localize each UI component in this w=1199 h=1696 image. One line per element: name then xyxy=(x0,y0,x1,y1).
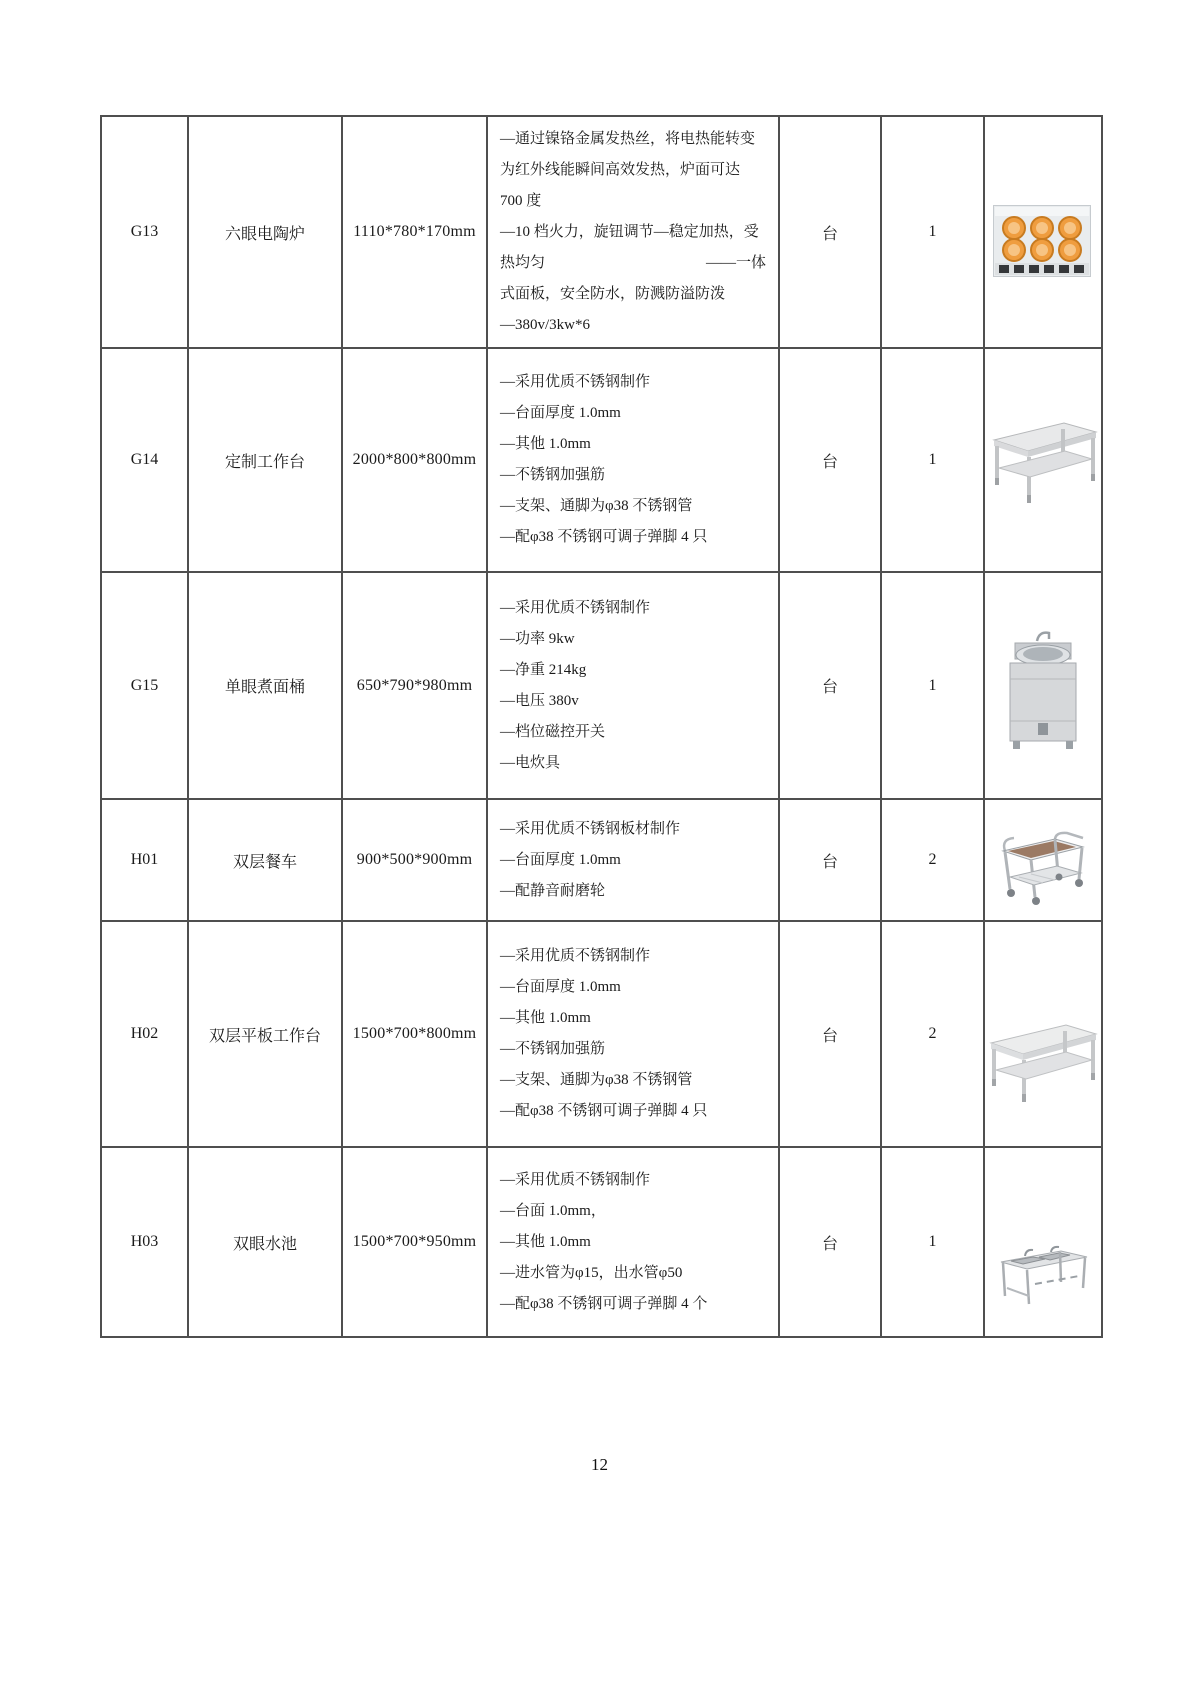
dimensions-cell: 650*790*980mm xyxy=(342,572,487,799)
item-name-cell: 定制工作台 xyxy=(188,348,342,572)
item-code-cell: H02 xyxy=(101,921,188,1147)
description-line: —功率 9kw xyxy=(500,630,575,647)
dimensions-cell: 900*500*900mm xyxy=(342,799,487,921)
description-line: —采用优质不锈钢制作 xyxy=(500,1171,651,1188)
worktable-image xyxy=(988,418,1100,506)
description-line: —配φ38 不锈钢可调子弹脚 4 只 xyxy=(500,1103,708,1119)
dimensions-cell: 1110*780*170mm xyxy=(342,116,487,348)
product-image-cell xyxy=(984,572,1102,799)
description-line: —采用优质不锈钢板材制作 xyxy=(500,820,681,837)
description-cell xyxy=(487,1147,779,1337)
item-name-cell: 双层餐车 xyxy=(188,799,342,921)
description-line: —采用优质不锈钢制作 xyxy=(500,599,651,616)
unit-cell: 台 xyxy=(779,921,881,1147)
quantity-cell: 1 xyxy=(881,572,984,799)
description-line: —电炊具 xyxy=(500,754,561,771)
product-image-cell xyxy=(984,1147,1102,1337)
table-row xyxy=(101,1147,1102,1337)
noodle-boiler-image xyxy=(1003,625,1083,757)
dimensions-cell: 2000*800*800mm xyxy=(342,348,487,572)
flat-worktable-image xyxy=(986,1019,1100,1105)
product-image-cell xyxy=(984,799,1102,921)
product-image-cell xyxy=(984,116,1102,348)
description-line: —配静音耐磨轮 xyxy=(500,882,606,899)
description-line: —其他 1.0mm xyxy=(500,436,591,452)
dimensions-cell: 1500*700*800mm xyxy=(342,921,487,1147)
double-sink-image xyxy=(995,1244,1091,1310)
description-line: —采用优质不锈钢制作 xyxy=(500,374,651,390)
item-code-cell: H01 xyxy=(101,799,188,921)
description-line: —不锈钢加强筋 xyxy=(500,467,606,483)
description-line: —不锈钢加强筋 xyxy=(500,1041,606,1057)
description-line: —380v/3kw*6 xyxy=(500,316,590,333)
description-line: —支架、通脚为φ38 不锈钢管 xyxy=(500,1072,693,1088)
description-line: —台面厚度 1.0mm xyxy=(500,979,621,995)
table-row xyxy=(101,348,1102,572)
unit-cell: 台 xyxy=(779,799,881,921)
description-cell xyxy=(487,116,779,348)
item-name-cell: 单眼煮面桶 xyxy=(188,572,342,799)
description-line: 700 度 xyxy=(500,192,542,209)
description-cell xyxy=(487,348,779,572)
description-line: —净重 214kg xyxy=(500,661,587,678)
quantity-cell: 1 xyxy=(881,1147,984,1337)
item-name-cell: 六眼电陶炉 xyxy=(188,116,342,348)
service-cart-image xyxy=(997,831,1089,907)
dimensions-cell: 1500*700*950mm xyxy=(342,1147,487,1337)
description-line: —采用优质不锈钢制作 xyxy=(500,948,651,964)
description-line-left: 热均匀 xyxy=(500,254,546,271)
description-line xyxy=(500,248,766,279)
quantity-cell: 2 xyxy=(881,921,984,1147)
table-row xyxy=(101,921,1102,1147)
description-cell xyxy=(487,799,779,921)
product-image-cell xyxy=(984,921,1102,1147)
description-line: —通过镍铬金属发热丝，将电热能转变 xyxy=(500,130,756,147)
page-number: 12 xyxy=(591,1455,608,1474)
unit-cell: 台 xyxy=(779,572,881,799)
item-code-cell: H03 xyxy=(101,1147,188,1337)
item-code-cell: G14 xyxy=(101,348,188,572)
description-line: 为红外线能瞬间高效发热，炉面可达 xyxy=(500,161,741,178)
table-row xyxy=(101,572,1102,799)
item-code-cell: G13 xyxy=(101,116,188,348)
description-line: —台面厚度 1.0mm xyxy=(500,851,621,868)
item-name-cell: 双眼水池 xyxy=(188,1147,342,1337)
equipment-spec-table xyxy=(100,115,1103,1338)
description-line: —配φ38 不锈钢可调子弹脚 4 只 xyxy=(500,529,708,545)
description-line: —其他 1.0mm xyxy=(500,1233,591,1250)
item-code-cell: G15 xyxy=(101,572,188,799)
description-line: —支架、通脚为φ38 不锈钢管 xyxy=(500,498,693,514)
quantity-cell: 1 xyxy=(881,348,984,572)
description-line: —台面 1.0mm， xyxy=(500,1202,606,1219)
unit-cell: 台 xyxy=(779,348,881,572)
table-row xyxy=(101,116,1102,348)
description-line-right: ——一体 xyxy=(705,254,766,271)
description-line: —其他 1.0mm xyxy=(500,1010,591,1026)
item-name-cell: 双层平板工作台 xyxy=(188,921,342,1147)
quantity-cell: 2 xyxy=(881,799,984,921)
description-cell xyxy=(487,572,779,799)
description-line: —台面厚度 1.0mm xyxy=(500,405,621,421)
description-line: —配φ38 不锈钢可调子弹脚 4 个 xyxy=(500,1295,708,1312)
product-image-cell xyxy=(984,348,1102,572)
unit-cell: 台 xyxy=(779,116,881,348)
description-line: —10 档火力，旋钮调节—稳定加热，受 xyxy=(500,223,759,240)
description-line: —电压 380v xyxy=(500,692,579,709)
six-burner-cooktop-image xyxy=(993,205,1091,277)
description-line: —档位磁控开关 xyxy=(500,723,606,740)
table-row xyxy=(101,799,1102,921)
description-line: —进水管为φ15，出水管φ50 xyxy=(500,1264,683,1281)
unit-cell: 台 xyxy=(779,1147,881,1337)
description-line: 式面板，安全防水，防溅防溢防泼 xyxy=(500,285,726,302)
quantity-cell: 1 xyxy=(881,116,984,348)
description-cell xyxy=(487,921,779,1147)
